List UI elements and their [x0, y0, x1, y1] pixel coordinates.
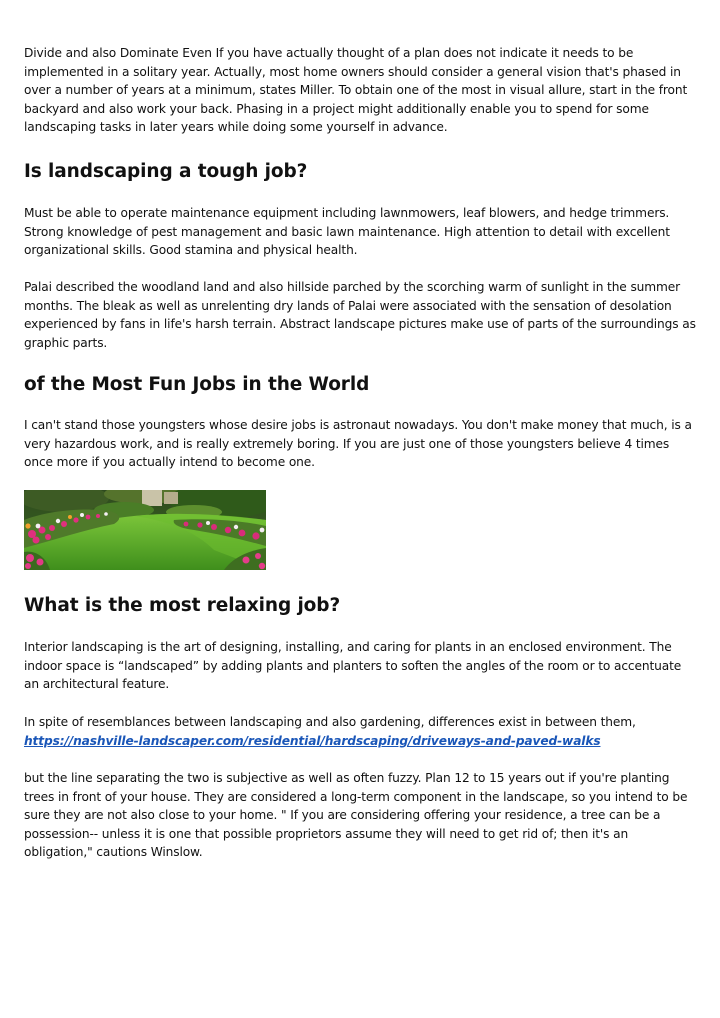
paragraph-divide: Divide and also Dominate Even If you have actually thought of a plan does not indicate it needs to be implemented in a solitary year. Actually, most home owners should consider a general vision that's phased in over a number of years at a minimum, states Miller. To obtain one of the most in visual allure, start in the front backyard and also work your back. Phasing in a project might additionally enable you to spend for some landscaping tasks in later years while doing some yourself in advance.: [24, 46, 688, 135]
paragraph-trees: but the line separating the two is subjective as well as often fuzzy. Plan 12 to 15 years out if you're planting trees in front of your house. They are considered a long-term component in the landscape, so you intend to be sure they are not also close to your home. " If you are considering offering your residence, a tree can be a possession-- unless it is one that possible proprietors assume they will need to get rid of; then it's an obligation," cautions Winslow.: [24, 771, 688, 860]
paragraph-resemblances: [24, 713, 696, 750]
heading-tough-job: Is landscaping a tough job?: [24, 161, 308, 182]
heading-fun-jobs: of the Most Fun Jobs in the World: [24, 374, 370, 395]
paragraph-interior: Interior landscaping is the art of designing, installing, and caring for plants in an enclosed environment. The indoor space is “landscaped” by adding plants and planters to soften the angles of the room or to accentuate an architectural feature.: [24, 640, 682, 692]
garden-lawn-photo: [24, 490, 266, 570]
garden-lawn-illustration: [24, 490, 266, 570]
paragraph-requirements: Must be able to operate maintenance equipment including lawnmowers, leaf blowers, and hedge trimmers. Strong knowledge of pest management and basic lawn maintenance. High attention to detail with excellent organizational skills. Good stamina and physical health.: [24, 206, 670, 258]
paragraph-youngsters: I can't stand those youngsters whose desire jobs is astronaut nowadays. You don't make money that much, is a very hazardous work, and is really extremely boring. If you are just one of those youngsters believe 4 times once more if you actually intend to become one.: [24, 418, 692, 470]
nashville-landscaper-link[interactable]: https://nashville-landscaper.com/residential/hardscaping/driveways-and-paved-walks: [24, 733, 601, 748]
heading-relaxing-job: What is the most relaxing job?: [24, 595, 341, 616]
paragraph-palai: Palai described the woodland land and also hillside parched by the scorching warm of sunlight in the summer months. The bleak as well as unrelenting dry lands of Palai were associated with the sensation of desolation experienced by fans in life's harsh terrain. Abstract landscape pictures make use of parts of the surroundings as graphic parts.: [24, 280, 696, 350]
resemblances-text: In spite of resemblances between landscaping and also gardening, differences exist in between them,: [24, 715, 636, 729]
